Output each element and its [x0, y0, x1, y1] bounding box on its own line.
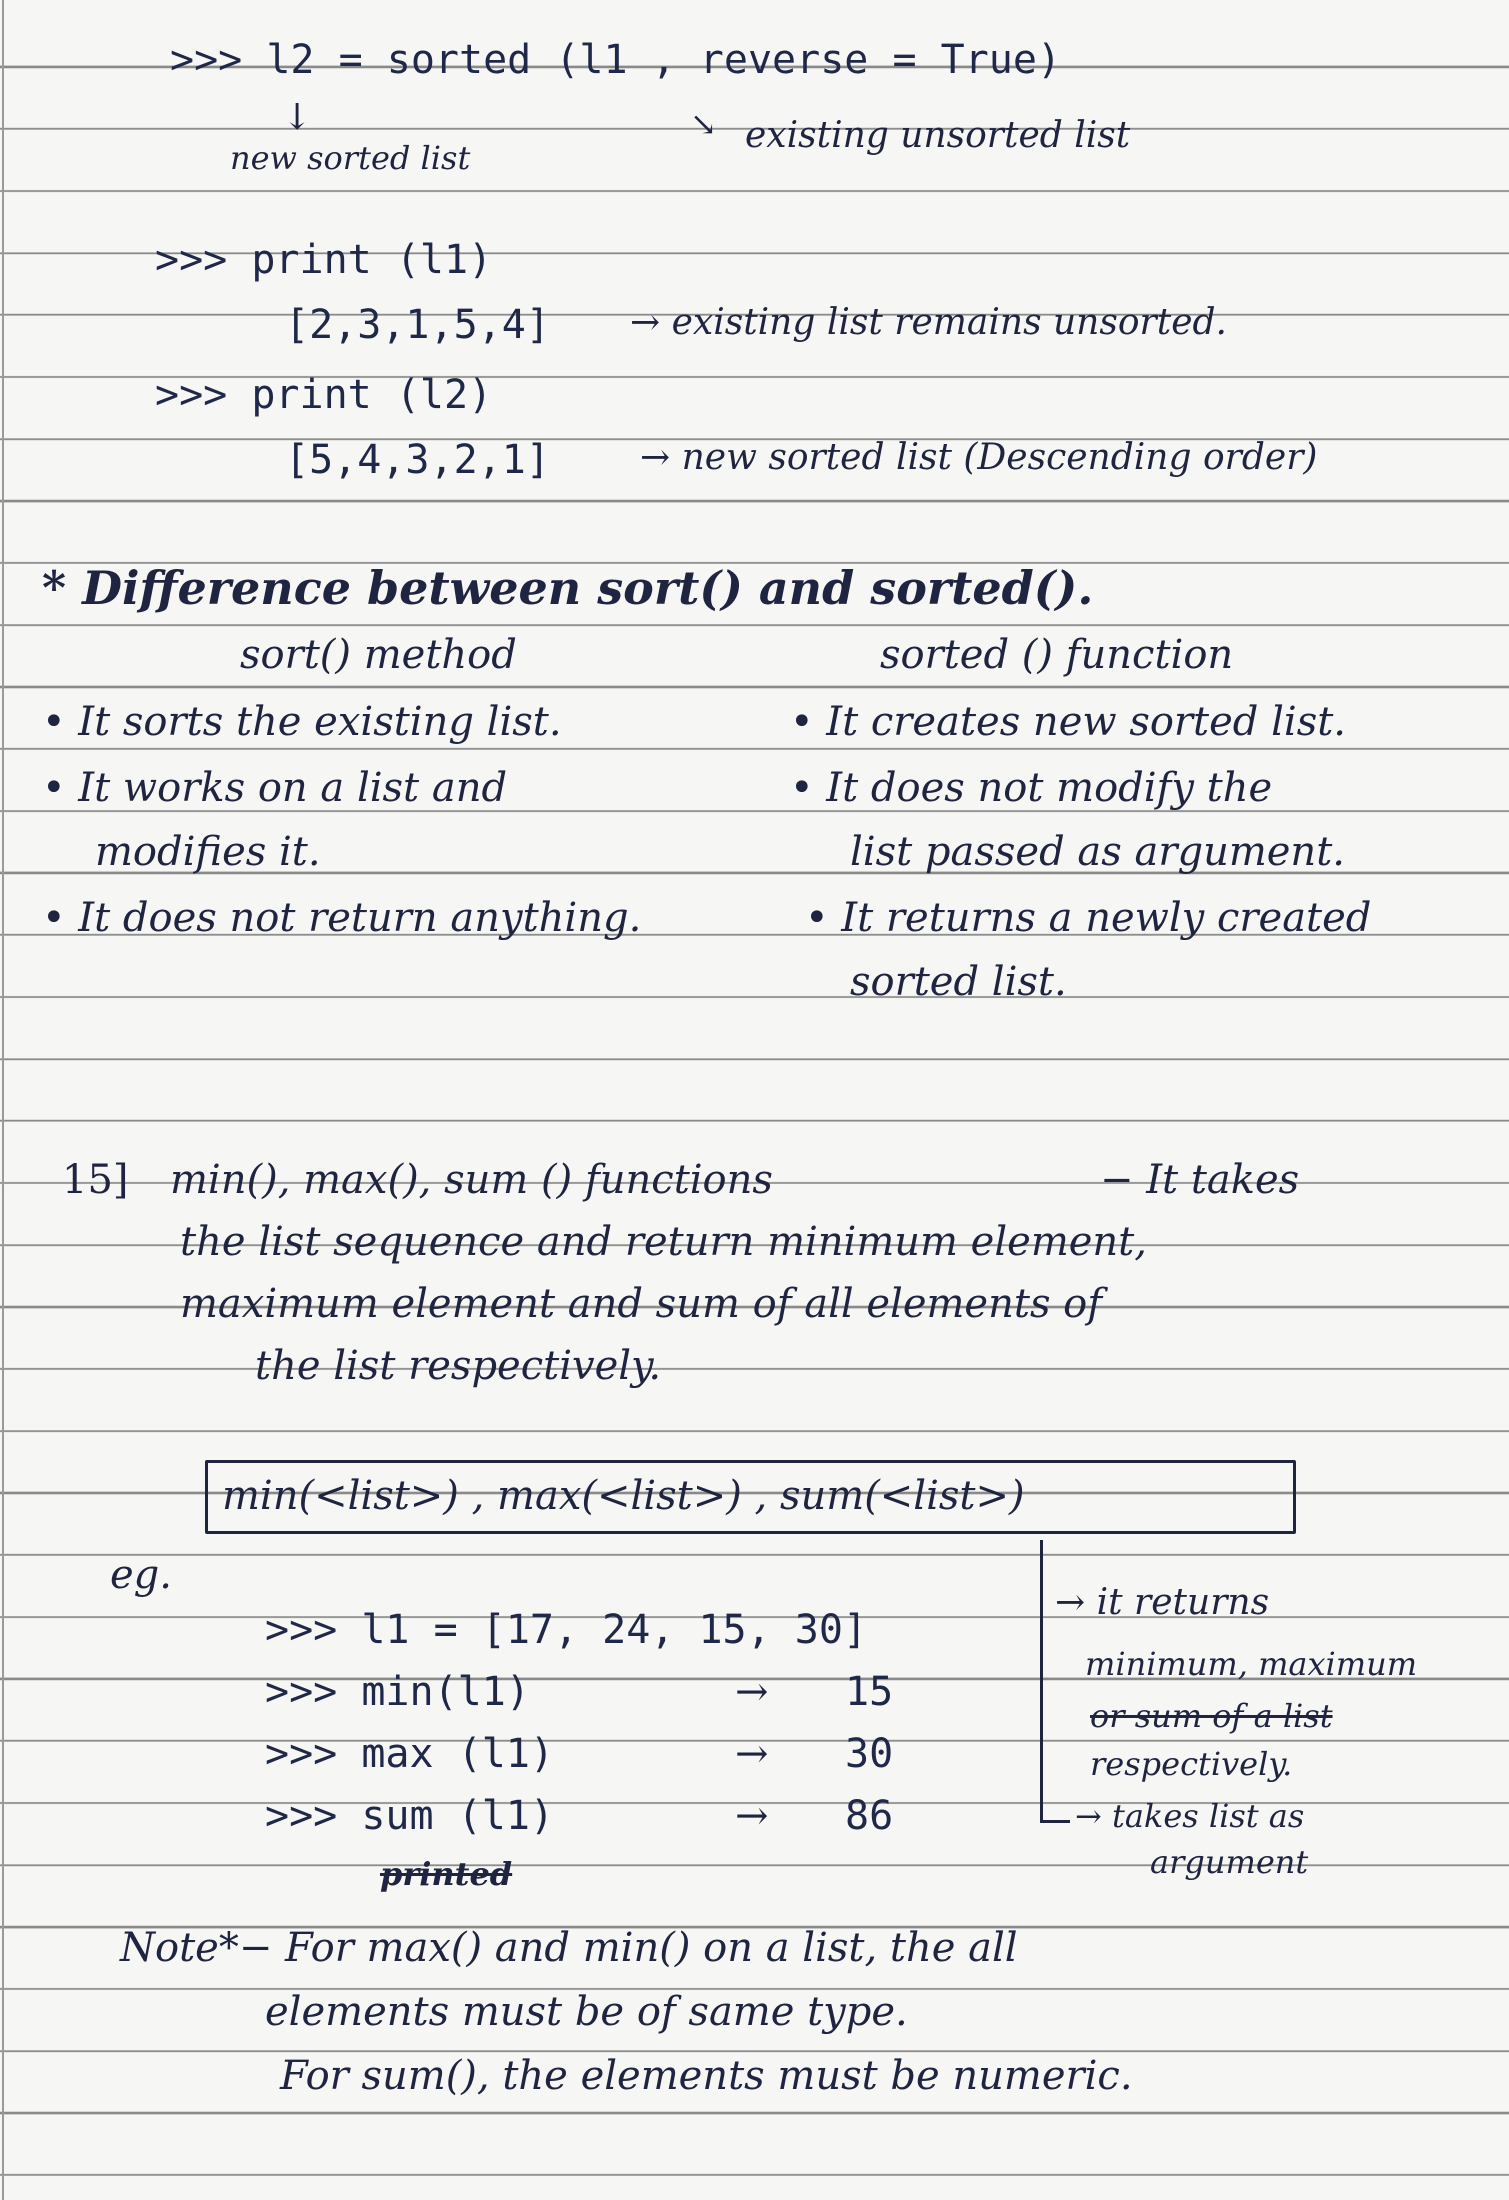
example-line-2: >>> min(l1)	[265, 1669, 530, 1715]
side-note-6: argument	[1150, 1843, 1309, 1881]
section-desc-1: − It takes	[1100, 1157, 1300, 1203]
sorted-function-header: sorted () function	[880, 632, 1234, 678]
print-l2-cmd: >>> print (l2)	[155, 372, 493, 418]
sort-method-header: sort() method	[240, 632, 517, 678]
print-l1-output: [2,3,1,5,4]	[285, 302, 550, 348]
sorted-point-3-cont: sorted list.	[850, 959, 1067, 1005]
note-line-1: Note*− For max() and min() on a list, the all	[120, 1925, 1018, 1971]
side-note-4: respectively.	[1090, 1745, 1293, 1783]
arrow-max: →	[735, 1731, 769, 1777]
result-sum: 86	[845, 1793, 894, 1839]
sorted-code-line: >>> l2 = sorted (l1 , reverse = True)	[170, 37, 1062, 83]
result-max: 30	[845, 1731, 894, 1777]
note-line-3: For sum(), the elements must be numeric.	[280, 2053, 1133, 2099]
section-number: 15]	[62, 1157, 129, 1203]
side-note-divider	[1040, 1540, 1043, 1820]
section-desc-3: maximum element and sum of all elements of	[180, 1281, 1103, 1327]
right-arrow: ↘	[690, 105, 717, 143]
print-l1-cmd: >>> print (l1)	[155, 237, 493, 283]
result-min: 15	[845, 1669, 894, 1715]
scratched-word: printed	[380, 1855, 513, 1893]
margin-line	[2, 0, 4, 2200]
print-l2-output: [5,4,3,2,1]	[285, 437, 550, 483]
print-l2-note: → new sorted list (Descending order)	[640, 437, 1318, 478]
example-label: eg.	[110, 1552, 172, 1598]
sorted-point-1: • It creates new sorted list.	[790, 699, 1347, 745]
side-note-1: → it returns	[1055, 1582, 1270, 1623]
example-line-1: >>> l1 = [17, 24, 15, 30]	[265, 1607, 868, 1653]
difference-title: * Difference between sort() and sorted().	[42, 561, 1094, 615]
sort-point-3: • It does not return anything.	[42, 895, 642, 941]
sorted-point-2: • It does not modify the	[790, 765, 1273, 811]
sorted-point-3: • It returns a newly created	[805, 895, 1372, 941]
note-line-2: elements must be of same type.	[265, 1989, 908, 2035]
note-existing-unsorted-list: existing unsorted list	[745, 115, 1131, 156]
section-title: min(), max(), sum () functions	[170, 1157, 773, 1203]
example-line-4: >>> sum (l1)	[265, 1793, 554, 1839]
side-note-2: minimum, maximum	[1085, 1645, 1418, 1683]
section-desc-4: the list respectively.	[255, 1343, 662, 1389]
note-new-sorted-list: new sorted list	[230, 139, 471, 177]
arrow-sum: →	[735, 1793, 769, 1839]
side-note-5: → takes list as	[1075, 1797, 1305, 1835]
print-l1-note: → existing list remains unsorted.	[630, 302, 1227, 343]
section-desc-2: the list sequence and return minimum element,	[180, 1219, 1147, 1265]
side-note-3: or sum of a list	[1090, 1697, 1333, 1735]
sort-point-1: • It sorts the existing list.	[42, 699, 562, 745]
sort-point-2-cont: modifies it.	[95, 829, 321, 875]
side-note-hook	[1040, 1820, 1070, 1823]
sort-point-2: • It works on a list and	[42, 765, 508, 811]
down-arrow: ↓	[282, 97, 313, 138]
syntax-text: min(<list>) , max(<list>) , sum(<list>)	[222, 1473, 1025, 1519]
arrow-min: →	[735, 1669, 769, 1715]
example-line-3: >>> max (l1)	[265, 1731, 554, 1777]
sorted-point-2-cont: list passed as argument.	[850, 829, 1345, 875]
